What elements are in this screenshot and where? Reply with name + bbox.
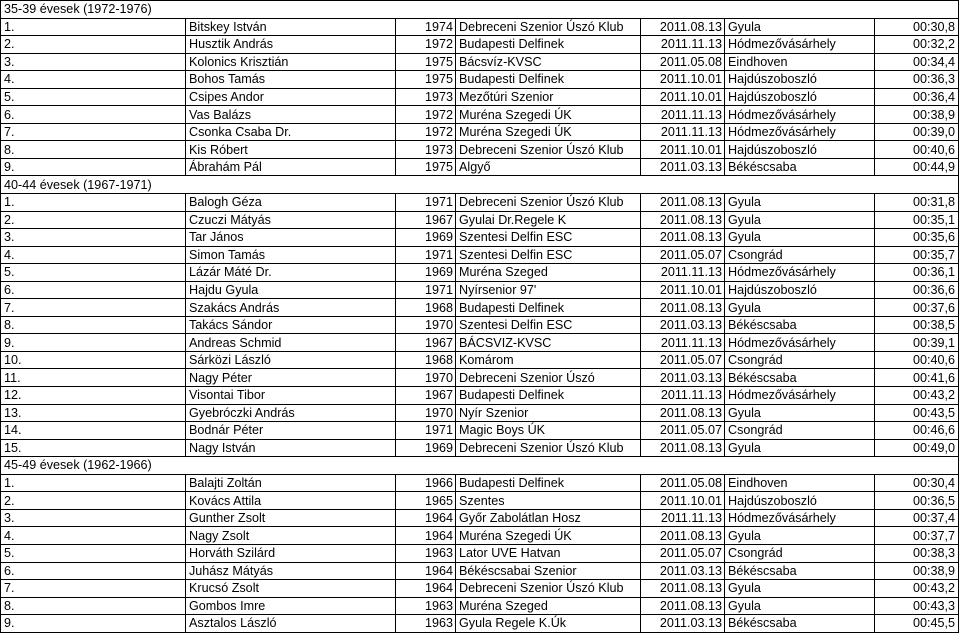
table-row	[1, 580, 959, 598]
table-row	[1, 474, 959, 492]
rank-cell: 9.	[1, 158, 186, 176]
time-cell: 00:35,7	[875, 246, 959, 264]
date-cell: 2011.05.07	[641, 422, 725, 440]
date-cell: 2011.08.13	[641, 580, 725, 598]
time-cell: 00:38,3	[875, 544, 959, 562]
rank-cell: 1.	[1, 194, 186, 212]
rank-cell: 6.	[1, 106, 186, 124]
table-row	[1, 211, 959, 229]
club-cell: Mezőtúri Szenior	[456, 88, 641, 106]
venue-cell: Csongrád	[725, 351, 875, 369]
club-cell: BÁCSVIZ-KVSC	[456, 334, 641, 352]
club-cell: Debreceni Szenior Úszó Klub	[456, 194, 641, 212]
date-cell: 2011.10.01	[641, 281, 725, 299]
time-cell: 00:40,6	[875, 141, 959, 159]
table-row	[1, 123, 959, 141]
birth-year-cell: 1970	[396, 316, 456, 334]
time-cell: 00:32,2	[875, 36, 959, 54]
venue-cell: Hódmezővásárhely	[725, 36, 875, 54]
name-cell: Csipes Andor	[186, 88, 396, 106]
name-cell: Horváth Szilárd	[186, 544, 396, 562]
time-cell: 00:37,4	[875, 509, 959, 527]
venue-cell: Békéscsaba	[725, 369, 875, 387]
time-cell: 00:43,3	[875, 597, 959, 615]
venue-cell: Gyula	[725, 299, 875, 317]
date-cell: 2011.10.01	[641, 492, 725, 510]
rank-cell: 13.	[1, 404, 186, 422]
rank-cell: 9.	[1, 615, 186, 633]
club-cell: Budapesti Delfinek	[456, 71, 641, 89]
time-cell: 00:36,3	[875, 71, 959, 89]
rank-cell: 10.	[1, 351, 186, 369]
venue-cell: Gyula	[725, 194, 875, 212]
birth-year-cell: 1965	[396, 492, 456, 510]
table-row	[1, 246, 959, 264]
rank-cell: 5.	[1, 88, 186, 106]
date-cell: 2011.05.07	[641, 246, 725, 264]
rank-cell: 5.	[1, 544, 186, 562]
club-cell: Magic Boys ÚK	[456, 422, 641, 440]
rank-cell: 3.	[1, 53, 186, 71]
club-cell: Debreceni Szenior Úszó Klub	[456, 141, 641, 159]
table-row	[1, 106, 959, 124]
rank-cell: 15.	[1, 439, 186, 457]
rank-cell: 7.	[1, 580, 186, 598]
birth-year-cell: 1970	[396, 404, 456, 422]
name-cell: Takács Sándor	[186, 316, 396, 334]
birth-year-cell: 1963	[396, 544, 456, 562]
date-cell: 2011.08.13	[641, 211, 725, 229]
birth-year-cell: 1968	[396, 299, 456, 317]
table-row	[1, 229, 959, 247]
club-cell: Muréna Szeged	[456, 597, 641, 615]
time-cell: 00:43,5	[875, 404, 959, 422]
birth-year-cell: 1968	[396, 351, 456, 369]
club-cell: Muréna Szegedi ÚK	[456, 106, 641, 124]
table-row	[1, 194, 959, 212]
name-cell: Bitskey István	[186, 18, 396, 36]
name-cell: Nagy István	[186, 439, 396, 457]
age-group-header-row	[1, 457, 959, 475]
results-table-body	[1, 1, 959, 633]
name-cell: Bodnár Péter	[186, 422, 396, 440]
rank-cell: 7.	[1, 123, 186, 141]
table-row	[1, 316, 959, 334]
venue-cell: Csongrád	[725, 544, 875, 562]
rank-cell: 8.	[1, 141, 186, 159]
name-cell: Kovács Attila	[186, 492, 396, 510]
name-cell: Vas Balázs	[186, 106, 396, 124]
rank-cell: 5.	[1, 264, 186, 282]
rank-cell: 4.	[1, 71, 186, 89]
rank-cell: 12.	[1, 387, 186, 405]
date-cell: 2011.10.01	[641, 88, 725, 106]
name-cell: Balogh Géza	[186, 194, 396, 212]
birth-year-cell: 1964	[396, 509, 456, 527]
club-cell: Muréna Szeged	[456, 264, 641, 282]
table-row	[1, 158, 959, 176]
club-cell: Budapesti Delfinek	[456, 299, 641, 317]
time-cell: 00:36,6	[875, 281, 959, 299]
table-row	[1, 597, 959, 615]
birth-year-cell: 1969	[396, 439, 456, 457]
rank-cell: 6.	[1, 281, 186, 299]
age-group-header-row	[1, 176, 959, 194]
time-cell: 00:38,9	[875, 106, 959, 124]
date-cell: 2011.05.08	[641, 474, 725, 492]
club-cell: Debreceni Szenior Úszó Klub	[456, 439, 641, 457]
club-cell: Debreceni Szenior Úszó Klub	[456, 580, 641, 598]
time-cell: 00:30,8	[875, 18, 959, 36]
date-cell: 2011.11.13	[641, 509, 725, 527]
time-cell: 00:35,6	[875, 229, 959, 247]
birth-year-cell: 1969	[396, 264, 456, 282]
table-row	[1, 562, 959, 580]
date-cell: 2011.11.13	[641, 36, 725, 54]
name-cell: Tar János	[186, 229, 396, 247]
name-cell: Andreas Schmid	[186, 334, 396, 352]
venue-cell: Hajdúszoboszló	[725, 141, 875, 159]
birth-year-cell: 1975	[396, 53, 456, 71]
birth-year-cell: 1967	[396, 387, 456, 405]
venue-cell: Békéscsaba	[725, 615, 875, 633]
date-cell: 2011.03.13	[641, 615, 725, 633]
birth-year-cell: 1972	[396, 106, 456, 124]
club-cell: Békéscsabai Szenior	[456, 562, 641, 580]
venue-cell: Gyula	[725, 527, 875, 545]
date-cell: 2011.10.01	[641, 71, 725, 89]
venue-cell: Hódmezővásárhely	[725, 106, 875, 124]
club-cell: Nyír Szenior	[456, 404, 641, 422]
time-cell: 00:44,9	[875, 158, 959, 176]
table-row	[1, 299, 959, 317]
club-cell: Szentesi Delfin ESC	[456, 316, 641, 334]
table-row	[1, 527, 959, 545]
time-cell: 00:39,0	[875, 123, 959, 141]
name-cell: Balajti Zoltán	[186, 474, 396, 492]
rank-cell: 2.	[1, 36, 186, 54]
venue-cell: Hajdúszoboszló	[725, 71, 875, 89]
time-cell: 00:38,9	[875, 562, 959, 580]
club-cell: Gyulai Dr.Regele K	[456, 211, 641, 229]
club-cell: Győr Zabolátlan Hosz	[456, 509, 641, 527]
club-cell: Budapesti Delfinek	[456, 387, 641, 405]
name-cell: Gyebróczki András	[186, 404, 396, 422]
venue-cell: Csongrád	[725, 246, 875, 264]
date-cell: 2011.11.13	[641, 123, 725, 141]
name-cell: Ábrahám Pál	[186, 158, 396, 176]
age-group-header-row	[1, 1, 959, 19]
club-cell: Komárom	[456, 351, 641, 369]
table-row	[1, 439, 959, 457]
date-cell: 2011.08.13	[641, 404, 725, 422]
name-cell: Czuczi Mátyás	[186, 211, 396, 229]
birth-year-cell: 1975	[396, 158, 456, 176]
table-row	[1, 615, 959, 633]
time-cell: 00:31,8	[875, 194, 959, 212]
venue-cell: Hódmezővásárhely	[725, 264, 875, 282]
time-cell: 00:45,5	[875, 615, 959, 633]
rank-cell: 14.	[1, 422, 186, 440]
time-cell: 00:41,6	[875, 369, 959, 387]
table-row	[1, 71, 959, 89]
venue-cell: Hajdúszoboszló	[725, 281, 875, 299]
date-cell: 2011.08.13	[641, 527, 725, 545]
venue-cell: Hódmezővásárhely	[725, 123, 875, 141]
birth-year-cell: 1973	[396, 141, 456, 159]
birth-year-cell: 1963	[396, 615, 456, 633]
birth-year-cell: 1964	[396, 562, 456, 580]
venue-cell: Hódmezővásárhely	[725, 509, 875, 527]
birth-year-cell: 1974	[396, 18, 456, 36]
birth-year-cell: 1964	[396, 580, 456, 598]
name-cell: Husztik András	[186, 36, 396, 54]
time-cell: 00:46,6	[875, 422, 959, 440]
name-cell: Bohos Tamás	[186, 71, 396, 89]
name-cell: Csonka Csaba Dr.	[186, 123, 396, 141]
venue-cell: Békéscsaba	[725, 158, 875, 176]
rank-cell: 3.	[1, 229, 186, 247]
name-cell: Kis Róbert	[186, 141, 396, 159]
birth-year-cell: 1972	[396, 123, 456, 141]
time-cell: 00:43,2	[875, 580, 959, 598]
birth-year-cell: 1975	[396, 71, 456, 89]
date-cell: 2011.05.08	[641, 53, 725, 71]
date-cell: 2011.05.07	[641, 544, 725, 562]
club-cell: Bácsvíz-KVSC	[456, 53, 641, 71]
date-cell: 2011.08.13	[641, 194, 725, 212]
birth-year-cell: 1963	[396, 597, 456, 615]
venue-cell: Hajdúszoboszló	[725, 88, 875, 106]
table-row	[1, 351, 959, 369]
birth-year-cell: 1973	[396, 88, 456, 106]
birth-year-cell: 1971	[396, 246, 456, 264]
date-cell: 2011.11.13	[641, 387, 725, 405]
name-cell: Sárközi László	[186, 351, 396, 369]
date-cell: 2011.08.13	[641, 299, 725, 317]
club-cell: Szentesi Delfin ESC	[456, 229, 641, 247]
venue-cell: Hódmezővásárhely	[725, 334, 875, 352]
venue-cell: Hódmezővásárhely	[725, 387, 875, 405]
venue-cell: Csongrád	[725, 422, 875, 440]
club-cell: Debreceni Szenior Úszó	[456, 369, 641, 387]
rank-cell: 2.	[1, 211, 186, 229]
venue-cell: Hajdúszoboszló	[725, 492, 875, 510]
birth-year-cell: 1970	[396, 369, 456, 387]
time-cell: 00:40,6	[875, 351, 959, 369]
table-row	[1, 404, 959, 422]
time-cell: 00:37,7	[875, 527, 959, 545]
date-cell: 2011.08.13	[641, 229, 725, 247]
rank-cell: 8.	[1, 316, 186, 334]
time-cell: 00:39,1	[875, 334, 959, 352]
name-cell: Kolonics Krisztián	[186, 53, 396, 71]
age-group-title: 45-49 évesek (1962-1966)	[1, 457, 959, 475]
birth-year-cell: 1971	[396, 281, 456, 299]
table-row	[1, 264, 959, 282]
time-cell: 00:37,6	[875, 299, 959, 317]
name-cell: Gombos Imre	[186, 597, 396, 615]
venue-cell: Gyula	[725, 404, 875, 422]
name-cell: Juhász Mátyás	[186, 562, 396, 580]
name-cell: Simon Tamás	[186, 246, 396, 264]
name-cell: Asztalos László	[186, 615, 396, 633]
table-row	[1, 281, 959, 299]
date-cell: 2011.10.01	[641, 141, 725, 159]
time-cell: 00:30,4	[875, 474, 959, 492]
birth-year-cell: 1971	[396, 422, 456, 440]
rank-cell: 2.	[1, 492, 186, 510]
birth-year-cell: 1969	[396, 229, 456, 247]
date-cell: 2011.08.13	[641, 597, 725, 615]
name-cell: Visontai Tibor	[186, 387, 396, 405]
club-cell: Nyírsenior 97'	[456, 281, 641, 299]
club-cell: Szentes	[456, 492, 641, 510]
time-cell: 00:36,5	[875, 492, 959, 510]
rank-cell: 7.	[1, 299, 186, 317]
name-cell: Nagy Péter	[186, 369, 396, 387]
club-cell: Lator UVE Hatvan	[456, 544, 641, 562]
venue-cell: Gyula	[725, 439, 875, 457]
name-cell: Szakács András	[186, 299, 396, 317]
table-row	[1, 369, 959, 387]
time-cell: 00:34,4	[875, 53, 959, 71]
name-cell: Hajdu Gyula	[186, 281, 396, 299]
table-row	[1, 492, 959, 510]
club-cell: Budapesti Delfinek	[456, 36, 641, 54]
rank-cell: 8.	[1, 597, 186, 615]
birth-year-cell: 1967	[396, 334, 456, 352]
name-cell: Nagy Zsolt	[186, 527, 396, 545]
club-cell: Debreceni Szenior Úszó Klub	[456, 18, 641, 36]
date-cell: 2011.08.13	[641, 439, 725, 457]
name-cell: Lázár Máté Dr.	[186, 264, 396, 282]
rank-cell: 1.	[1, 474, 186, 492]
venue-cell: Gyula	[725, 18, 875, 36]
table-row	[1, 36, 959, 54]
birth-year-cell: 1971	[396, 194, 456, 212]
club-cell: Szentesi Delfin ESC	[456, 246, 641, 264]
rank-cell: 11.	[1, 369, 186, 387]
birth-year-cell: 1964	[396, 527, 456, 545]
table-row	[1, 141, 959, 159]
name-cell: Krucsó Zsolt	[186, 580, 396, 598]
time-cell: 00:36,1	[875, 264, 959, 282]
rank-cell: 1.	[1, 18, 186, 36]
time-cell: 00:49,0	[875, 439, 959, 457]
club-cell: Muréna Szegedi ÚK	[456, 123, 641, 141]
table-row	[1, 387, 959, 405]
club-cell: Algyő	[456, 158, 641, 176]
club-cell: Muréna Szegedi ÚK	[456, 527, 641, 545]
club-cell: Budapesti Delfinek	[456, 474, 641, 492]
table-row	[1, 544, 959, 562]
rank-cell: 6.	[1, 562, 186, 580]
date-cell: 2011.11.13	[641, 334, 725, 352]
date-cell: 2011.11.13	[641, 264, 725, 282]
table-row	[1, 88, 959, 106]
table-row	[1, 334, 959, 352]
venue-cell: Gyula	[725, 580, 875, 598]
venue-cell: Eindhoven	[725, 53, 875, 71]
birth-year-cell: 1972	[396, 36, 456, 54]
rank-cell: 4.	[1, 246, 186, 264]
time-cell: 00:43,2	[875, 387, 959, 405]
venue-cell: Békéscsaba	[725, 562, 875, 580]
time-cell: 00:38,5	[875, 316, 959, 334]
rank-cell: 4.	[1, 527, 186, 545]
date-cell: 2011.08.13	[641, 18, 725, 36]
table-row	[1, 509, 959, 527]
birth-year-cell: 1966	[396, 474, 456, 492]
date-cell: 2011.03.13	[641, 158, 725, 176]
age-group-title: 40-44 évesek (1967-1971)	[1, 176, 959, 194]
venue-cell: Gyula	[725, 597, 875, 615]
date-cell: 2011.03.13	[641, 369, 725, 387]
table-row	[1, 422, 959, 440]
time-cell: 00:36,4	[875, 88, 959, 106]
name-cell: Gunther Zsolt	[186, 509, 396, 527]
date-cell: 2011.11.13	[641, 106, 725, 124]
club-cell: Gyula Regele K.Úk	[456, 615, 641, 633]
table-row	[1, 18, 959, 36]
date-cell: 2011.03.13	[641, 562, 725, 580]
venue-cell: Gyula	[725, 229, 875, 247]
date-cell: 2011.03.13	[641, 316, 725, 334]
time-cell: 00:35,1	[875, 211, 959, 229]
venue-cell: Eindhoven	[725, 474, 875, 492]
table-row	[1, 53, 959, 71]
birth-year-cell: 1967	[396, 211, 456, 229]
rank-cell: 9.	[1, 334, 186, 352]
date-cell: 2011.05.07	[641, 351, 725, 369]
venue-cell: Gyula	[725, 211, 875, 229]
age-group-title: 35-39 évesek (1972-1976)	[1, 1, 959, 19]
rank-cell: 3.	[1, 509, 186, 527]
venue-cell: Békéscsaba	[725, 316, 875, 334]
